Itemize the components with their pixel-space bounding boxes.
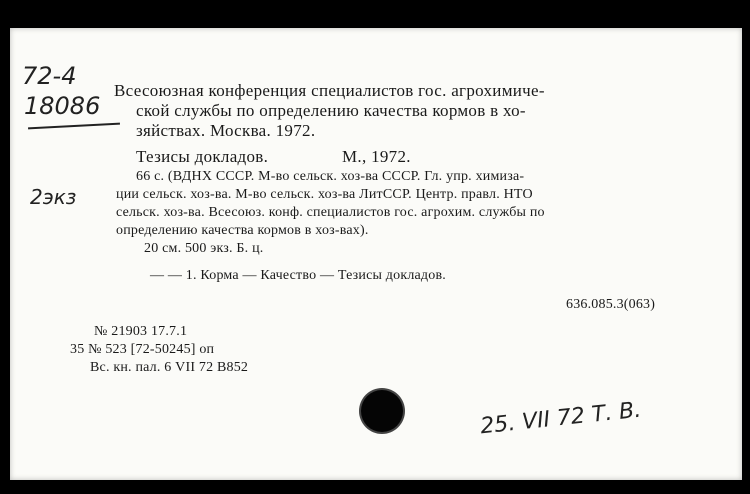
udc-code: 636.085.3(063): [566, 297, 656, 312]
catalog-card: [10, 28, 742, 480]
copies-note: 2экз: [30, 185, 77, 209]
call-number-top: 72-4: [22, 62, 77, 90]
registry-line-1: № 21903 17.7.1: [94, 324, 188, 339]
subtitle: Тезисы докладов.: [136, 147, 269, 166]
physical-description: 20 см. 500 экз. Б. ц.: [144, 241, 264, 256]
publisher-line-1: 66 с. (ВДНХ СССР. М-во сельск. хоз-ва СССР. Гл. упр. химиза-: [136, 169, 525, 184]
call-number-rule: [28, 123, 120, 130]
title-line-1: Всесоюзная конференция специалистов гос. агрохимиче-: [114, 81, 545, 100]
registry-line-2: 35 № 523 [72-50245] оп: [70, 342, 215, 357]
punch-hole: [361, 390, 403, 432]
publisher-line-3: сельск. хоз-ва. Всесоюз. конф. специалистов гос. агрохим. службы по: [116, 205, 545, 220]
call-number-bottom: 18086: [24, 92, 101, 120]
handwritten-signature: 25. VII 72 Т. В.: [479, 397, 643, 440]
registry-line-3: Вс. кн. пал. 6 VII 72 B852: [90, 360, 249, 375]
publisher-line-4: определению качества кормов в хоз-вах).: [116, 223, 369, 238]
title-line-2: ской службы по определению качества кормов в хо-: [136, 101, 526, 120]
subject-headings: — — 1. Корма — Качество — Тезисы докладов.: [150, 268, 446, 283]
publisher-line-2: ции сельск. хоз-ва. М-во сельск. хоз-ва ЛитССР. Центр. правл. НТО: [116, 187, 533, 202]
imprint: М., 1972.: [342, 147, 411, 166]
title-line-3: зяйствах. Москва. 1972.: [136, 121, 316, 140]
